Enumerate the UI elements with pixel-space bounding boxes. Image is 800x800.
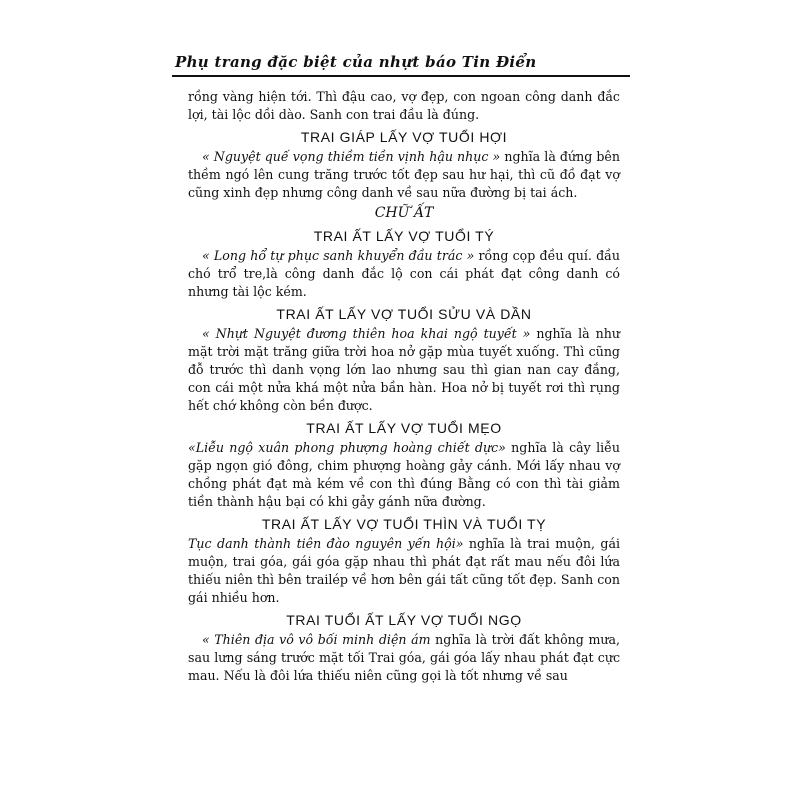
text-5: nghĩa là cây liễu gặp ngọn gió đông, chim phượng hoàng gảy cánh. Mới lấy nhau vợ chồng phát đạt mà kém về con thì đúng Bằng có con thì tài giảm tiền thành hậu bại có khi gảy gánh nữa đường. — [188, 440, 620, 509]
paragraph-5 — [188, 439, 620, 511]
paragraph-6 — [188, 535, 620, 607]
paragraph-3 — [188, 247, 620, 301]
text-3: rồng cọp đều quí. đầu chó trổ tre,là công danh đắc lộ con cái phát đạt công danh có nhưng tài lộc kém. — [188, 248, 620, 299]
paragraph-4 — [188, 325, 620, 415]
text-column — [188, 88, 620, 685]
section-heading-at-suu-dan: TRAI ẤT LẤY VỢ TUỔI SỬU VÀ DẦN — [276, 306, 532, 322]
paragraph-1: rồng vàng hiện tới. Thì đậu cao, vợ đẹp, con ngoan công danh đắc lợi, tài lộc dồi dào. Sanh con trai đầu là đúng. — [188, 89, 620, 122]
section-heading-at-thin-ty: TRAI ẤT LẤY VỢ TUỔI THÌN VÀ TUỔI TỴ — [261, 516, 547, 532]
quote-4: « Nhựt Nguyệt đương thiên hoa khai ngộ tuyết » — [202, 326, 531, 341]
section-heading-at-meo: TRAI ẤT LẤY VỢ TUỔI MẸO — [306, 420, 502, 436]
quote-7: « Thiên địa vô vô bối minh diện ám — [202, 632, 431, 647]
text-7: nghĩa là trời đất không mưa, sau lưng sáng trước mặt tối Trai góa, gái góa lấy nhau phát đạt cực mau. Nếu là đôi lứa thiếu niên cũng gọi là tốt nhưng về sau — [188, 632, 621, 683]
paragraph-2 — [188, 148, 620, 202]
quote-2: « Nguyệt quế vọng thiềm tiền vịnh hậu nhục » — [202, 149, 501, 164]
section-heading-at-ty: TRAI ẤT LẤY VỢ TUỔI TÝ — [313, 228, 495, 244]
section-heading-at-ngo: TRAI TUỔI ẤT LẤY VỢ TUỔI NGỌ — [286, 612, 522, 628]
quote-6: Tục danh thành tiên đào nguyên yến hội» — [188, 536, 464, 551]
quote-5: «Liễu ngộ xuân phong phượng hoàng chiết dực» — [188, 440, 506, 455]
page-header: Phụ trang đặc biệt của nhựt báo Tin Điển — [175, 53, 537, 71]
chapter-heading-at: CHỮ ẤT — [374, 205, 434, 221]
text-6: nghĩa là trai muộn, gái muộn, trai góa, gái góa gặp nhau thì phát đạt rất mau nếu đôi lứa thiếu niên thì bên trailép về hơn bên gái tất cũng tốt đẹp. Sanh con gái nhiều hơn. — [188, 536, 620, 605]
quote-3: « Long hổ tự phục sanh khuyển đầu trác » — [202, 248, 475, 263]
paragraph-7 — [188, 631, 620, 685]
section-heading-giap-hoi: TRAI GIÁP LẤY VỢ TUỔI HỢI — [300, 129, 508, 145]
header-rule — [172, 75, 630, 77]
text-2: nghĩa là đứng bên thềm ngó lên cung trăng trước tốt đẹp sau hư hại, thì cũ đồ đạt vợ cũng xinh đẹp nhưng công danh về sau nữa đường bị tai ách. — [188, 149, 620, 200]
text-4: nghĩa là như mặt trời mặt trăng giữa trời hoa nở gặp mùa tuyết xuống. Thì cũng đỗ trước thì danh vọng lớn lao nhưng sau thì gian nan cay đắng, con cái một nửa khá một nửa bần hàn. Hoa nở bị tuyết rơi thì rụng hết chớ không còn bền được. — [188, 326, 620, 413]
